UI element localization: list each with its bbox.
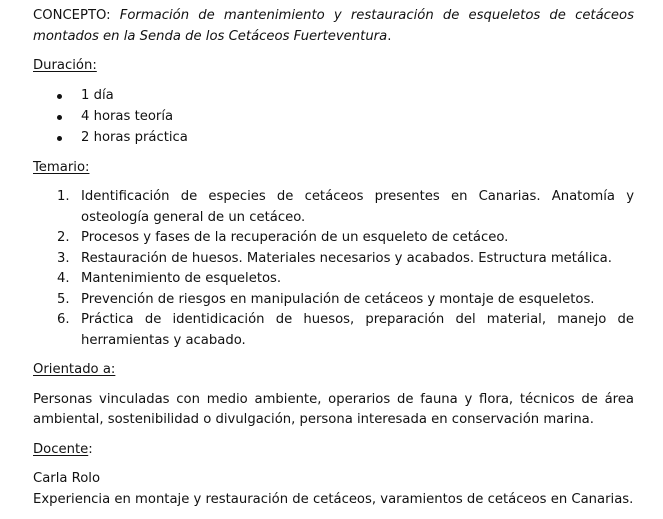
- item-number: 1.: [57, 189, 70, 204]
- docente-heading: [33, 440, 634, 461]
- item-text: Procesos y fases de la recuperación de un esqueleto de cetáceo.: [81, 230, 509, 245]
- list-item: 1 día: [33, 86, 634, 107]
- item-text: Mantenimiento de esqueletos.: [81, 271, 282, 286]
- list-item: [33, 249, 634, 270]
- list-item: 4 horas teoría: [33, 107, 634, 128]
- item-number: 4.: [57, 271, 70, 286]
- duracion-list: [33, 86, 634, 149]
- temario-heading: Temario:: [33, 159, 90, 175]
- docente-experience: Experiencia en montaje y restauración de cetáceos, varamientos de cetáceos en Canarias.: [33, 491, 634, 507]
- concept-title: Formación de mantenimiento y restauración de esqueletos de cetáceos montados en la Senda de los Cetáceos Fuerteventura: [33, 8, 634, 44]
- list-item: [33, 228, 634, 249]
- duracion-heading: Duración:: [33, 58, 97, 73]
- concept-label: CONCEPTO:: [33, 8, 111, 23]
- item-number: 5.: [57, 291, 70, 307]
- docente-heading-colon: :: [88, 441, 93, 457]
- item-text: Identificación de especies de cetáceos presentes en Canarias. Anatomía y osteología general de un cetáceo.: [81, 189, 634, 225]
- list-item: [33, 310, 634, 351]
- temario-list: [33, 187, 634, 351]
- item-text: Práctica de identidicación de huesos, preparación del material, manejo de herramientas y acabado.: [81, 312, 634, 348]
- document-body: [33, 6, 634, 510]
- list-item: [33, 187, 634, 228]
- orientado-paragraph: Personas vinculadas con medio ambiente, operarios de fauna y flora, técnicos de área ambiental, sostenibilidad o divulgación, persona interesada en conservación marina.: [33, 391, 634, 427]
- item-text: Restauración de huesos. Materiales necesarios y acabados. Estructura metálica.: [81, 250, 612, 266]
- concept-period: .: [387, 28, 392, 44]
- list-item: 2 horas práctica: [33, 128, 634, 149]
- docente-heading-label: Docente: [33, 441, 89, 457]
- list-item: [33, 269, 634, 290]
- orientado-heading: Orientado a:: [33, 362, 116, 377]
- list-item: [33, 290, 634, 311]
- item-number: 3.: [57, 250, 70, 266]
- concept-paragraph: [33, 6, 634, 47]
- item-number: 2.: [57, 230, 70, 245]
- item-text: Prevención de riesgos en manipulación de cetáceos y montaje de esqueletos.: [81, 291, 595, 307]
- item-number: 6.: [57, 312, 70, 327]
- docente-name: Carla Rolo: [33, 471, 101, 486]
